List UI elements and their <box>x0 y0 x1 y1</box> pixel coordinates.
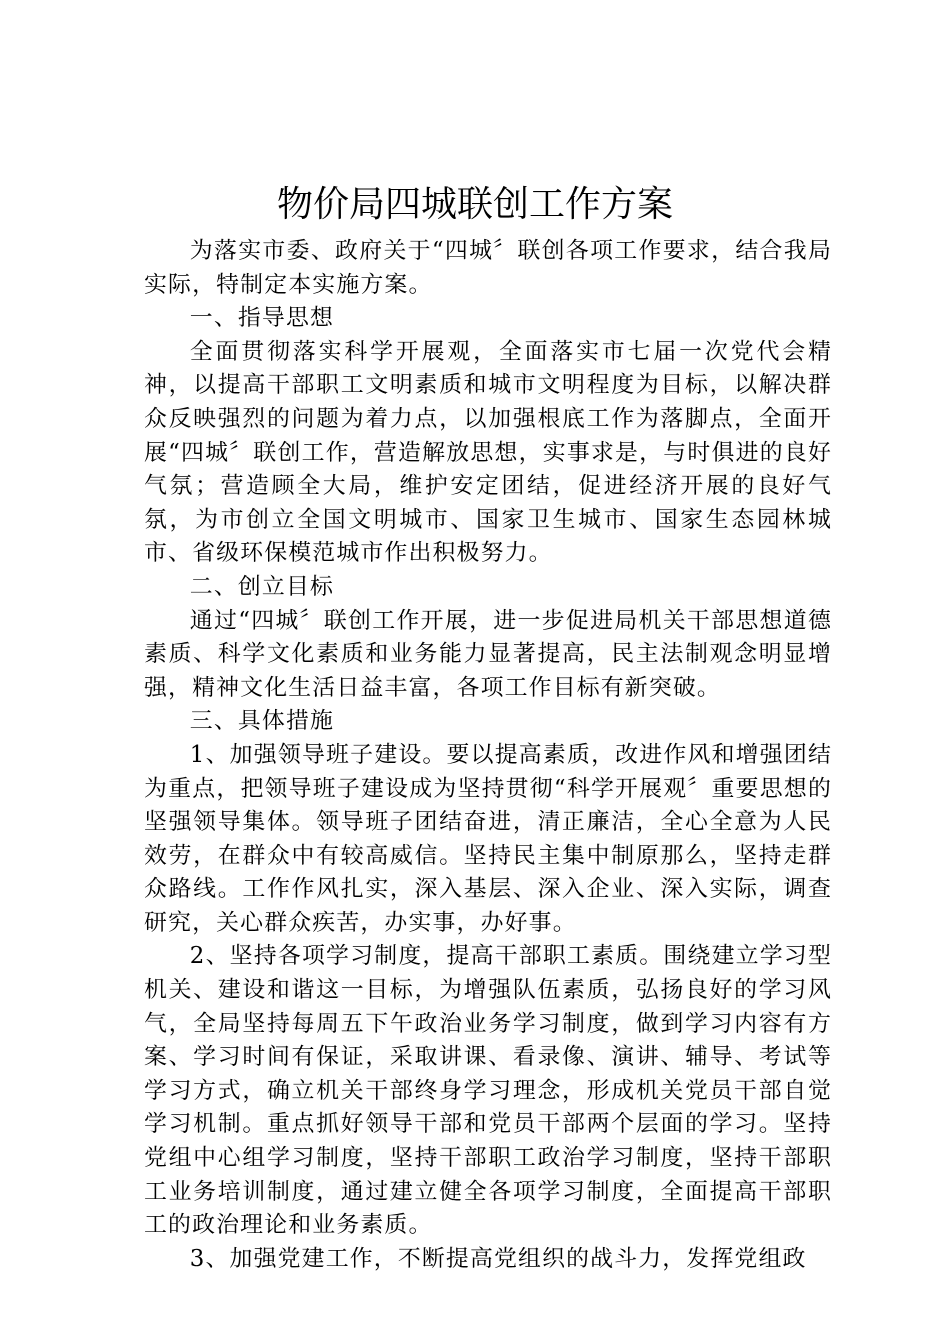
intro-paragraph: 为落实市委、政府关于“四城〞联创各项工作要求，结合我局实际，特制定本实施方案。 <box>144 238 832 298</box>
section-heading-guiding-thought: 一、指导思想 <box>189 305 335 332</box>
section-heading-goals: 二、创立目标 <box>189 573 335 600</box>
section-heading-measures: 三、具体措施 <box>189 708 335 735</box>
goals-paragraph: 通过“四城〞联创工作开展，进一步促进局机关干部思想道德素质、科学文化素质和业务能力显著提高，民主法制观念明显增强，精神文化生活日益丰富，各项工作目标有新突破。 <box>144 607 832 701</box>
measure-2-paragraph: 2、坚持各项学习制度，提高干部职工素质。围绕建立学习型机关、建设和谐这一目标，为增强队伍素质，弘扬良好的学习风气，全局坚持每周五下午政治业务学习制度，做到学习内容有方案、学习时间有保证，采取讲课、看录像、演讲、辅导、考试等学习方式，确立机关干部终身学习理念，形成机关党员干部自觉学习机制。重点抓好领导干部和党员干部两个层面的学习。坚持党组中心组学习制度，坚持干部职工政治学习制度，坚持干部职工业务培训制度，通过建立健全各项学习制度，全面提高干部职工的政治理论和业务素质。 <box>144 943 832 1239</box>
measure-3-paragraph: 3、加强党建工作，不断提高党组织的战斗力，发挥党组政 <box>189 1245 807 1272</box>
measure-1-paragraph: 1、加强领导班子建设。要以提高素质，改进作风和增强团结为重点，把领导班子建设成为坚持贯彻“科学开展观〞重要思想的坚强领导集体。领导班子团结奋进，清正廉洁，全心全意为人民效劳，在群众中有较高威信。坚持民主集中制原那么，坚持走群众路线。工作作风扎实，深入基层、深入企业、深入实际，调查研究，关心群众疾苦，办实事，办好事。 <box>144 741 832 936</box>
document-body <box>144 235 832 1276</box>
document-title: 物价局四城联创工作方案 <box>276 184 673 225</box>
guiding-thought-paragraph: 全面贯彻落实科学开展观，全面落实市七届一次党代会精神，以提高干部职工文明素质和城市文明程度为目标，以解决群众反映强烈的问题为着力点，以加强根底工作为落脚点，全面开展“四城〞联创工作，营造解放思想，实事求是，与时俱进的良好气氛；营造顾全大局，维护安定团结，促进经济开展的良好气氛，为市创立全国文明城市、国家卫生城市、国家生态园林城市、省级环保模范城市作出积极努力。 <box>144 338 832 567</box>
